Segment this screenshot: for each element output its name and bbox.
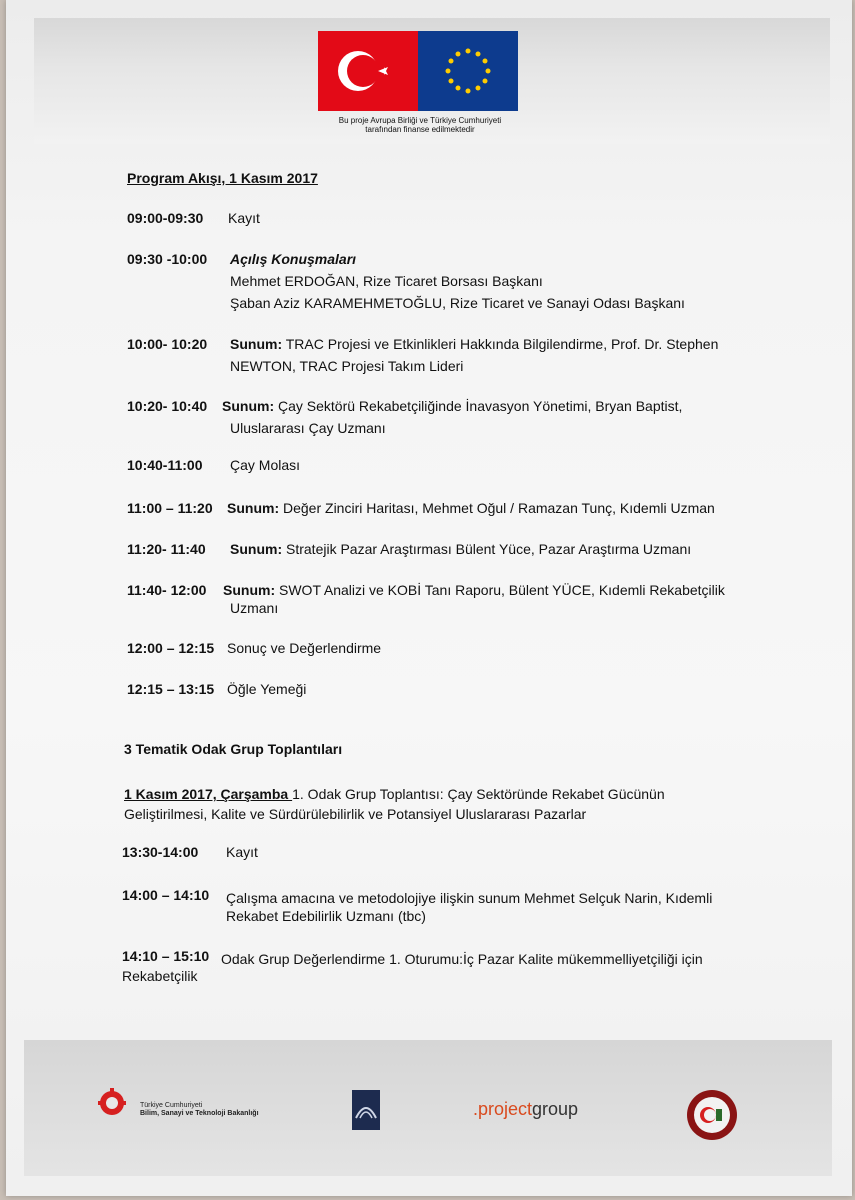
item-continuation: Uluslararası Çay Uzmanı (230, 420, 386, 436)
focus-item-continuation: Rekabet Edebilirlik Uzmanı (tbc) (226, 908, 426, 924)
focus-item-time: 14:10 – 15:10 (122, 948, 210, 964)
focus-intro-line-2: Geliştirilmesi, Kalite ve Sürdürülebilirlik ve Potansiyel Uluslararası Pazarlar (124, 806, 587, 822)
agency-logo (352, 1090, 380, 1130)
sunum-label: Sunum: (222, 398, 275, 414)
turkey-flag-logo (318, 31, 418, 111)
item-continuation: Uzmanı (230, 600, 279, 616)
sunum-label: Sunum: (227, 500, 280, 516)
item-time: 10:20- 10:40 (127, 398, 208, 414)
item-text (230, 540, 691, 558)
funding-statement (290, 116, 550, 134)
item-time: 11:40- 12:00 (127, 582, 207, 598)
eu-flag-logo (418, 31, 518, 111)
focus-item-text: Odak Grup Değerlendirme 1. Oturumu:İç Pazar Kalite mükemmelliyetçiliği için (221, 951, 703, 967)
focus-item-time: 14:00 – 14:10 (122, 887, 210, 903)
item-time: 09:00-09:30 (127, 210, 204, 226)
item-text (230, 335, 718, 353)
chamber-seal-logo (686, 1089, 738, 1141)
sunum-label: Sunum: (230, 541, 283, 557)
ministry-name (140, 1102, 259, 1118)
program-title: Program Akışı, 1 Kasım 2017 (127, 170, 318, 186)
item-continuation: NEWTON, TRAC Projesi Takım Lideri (230, 358, 464, 374)
focus-heading: 3 Tematik Odak Grup Toplantıları (124, 741, 343, 757)
ministry-logo (92, 1086, 138, 1120)
item-body: Çay Sektörü Rekabetçiliğinde İnavasyon Yönetimi, Bryan Baptist, (278, 398, 683, 414)
focus-item-text: Kayıt (226, 844, 258, 860)
focus-item-text: Çalışma amacına ve metodolojiye ilişkin sunum Mehmet Selçuk Narin, Kıdemli (226, 890, 713, 906)
item-body: TRAC Projesi ve Etkinlikleri Hakkında Bilgilendirme, Prof. Dr. Stephen (285, 336, 719, 352)
item-text: Öğle Yemeği (227, 681, 307, 697)
item-time: 12:00 – 12:15 (127, 640, 215, 656)
item-text (223, 581, 725, 599)
projectgroup-logo (473, 1099, 578, 1120)
item-time: 11:00 – 11:20 (127, 500, 213, 516)
sunum-label: Sunum: (223, 582, 276, 598)
item-body: Stratejik Pazar Araştırması Bülent Yüce, Pazar Araştırma Uzmanı (286, 541, 692, 557)
item-body: Değer Zinciri Haritası, Mehmet Oğul / Ramazan Tunç, Kıdemli Uzman (283, 500, 715, 516)
speaker-line: Mehmet ERDOĞAN, Rize Ticaret Borsası Başkanı (230, 273, 543, 289)
funding-line-1: Bu proje Avrupa Birliği ve Türkiye Cumhuriyeti (338, 116, 502, 125)
item-text (222, 397, 682, 415)
funding-line-2: tarafından finanse edilmektedir (365, 125, 475, 134)
item-text: Kayıt (228, 210, 260, 226)
item-text: Çay Molası (230, 457, 301, 473)
opening-speeches-title: Açılış Konuşmaları (230, 251, 357, 267)
ministry-line-2: Bilim, Sanayi ve Teknoloji Bakanlığı (140, 1110, 259, 1117)
item-time: 11:20- 11:40 (127, 541, 206, 557)
projectgroup-suffix: group (532, 1099, 579, 1119)
focus-intro-text: 1. Odak Grup Toplantısı: Çay Sektöründe Rekabet Gücünün (292, 786, 665, 802)
focus-date: 1 Kasım 2017, Çarşamba (124, 786, 293, 802)
item-time: 09:30 -10:00 (127, 251, 208, 267)
focus-item-time: 13:30-14:00 (122, 844, 199, 860)
projectgroup-prefix: .project (473, 1099, 533, 1119)
speaker-line: Şaban Aziz KARAMEHMETOĞLU, Rize Ticaret ve Sanayi Odası Başkanı (230, 295, 685, 311)
item-body: SWOT Analizi ve KOBİ Tanı Raporu, Bülent YÜCE, Kıdemli Rekabetçilik (279, 582, 725, 598)
item-time: 10:00- 10:20 (127, 336, 208, 352)
sunum-label: Sunum: (230, 336, 283, 352)
item-text (227, 499, 715, 517)
item-time: 12:15 – 13:15 (127, 681, 215, 697)
ministry-line-1: Türkiye Cumhuriyeti (140, 1102, 203, 1109)
item-time: 10:40-11:00 (127, 457, 203, 473)
focus-item-continuation: Rekabetçilik (122, 968, 198, 984)
focus-intro-line-1 (124, 785, 665, 803)
item-text: Sonuç ve Değerlendirme (227, 640, 382, 656)
